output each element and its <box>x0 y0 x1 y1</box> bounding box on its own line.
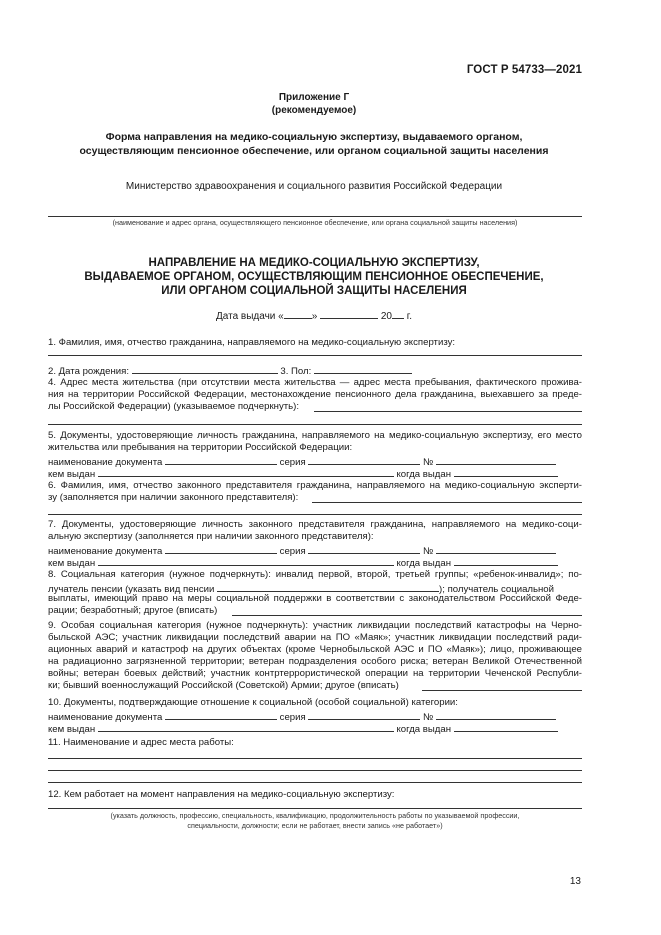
rep-name-blank-2[interactable] <box>48 514 582 515</box>
document-title-line3: ИЛИ ОРГАНОМ СОЦИАЛЬНОЙ ЗАЩИТЫ НАСЕЛЕНИЯ <box>161 285 467 297</box>
issue-date-field <box>48 308 580 322</box>
rep-issued-when-label: когда выдан <box>396 558 452 569</box>
workplace-blank-1[interactable] <box>48 758 582 759</box>
item-10-label: 10. Документы, подтверждающие отношение к социальной (особой социальной) категории: <box>48 697 458 708</box>
rep-series-label: серия <box>279 546 306 557</box>
rep-series-blank[interactable] <box>308 543 420 554</box>
work-caption <box>48 811 582 831</box>
workplace-blank-2[interactable] <box>48 770 582 771</box>
issue-year-suffix: г. <box>406 311 412 322</box>
item-9-line1: 9. Особая социальная категория (нужное подчеркнуть): участник ликвидации последствий катастрофы на Черно- <box>48 620 582 631</box>
item-7-line2: альную экспертизу (заполняется при наличии законного представителя): <box>48 531 374 542</box>
rep-number-label: № <box>423 546 434 557</box>
item-9-line5: войны; ветеран боевых действий; участник контртеррористической операции на территории Чеченской Республи- <box>48 668 582 679</box>
item-4-line3-text: лы Российской Федерации) (указываемое подчеркнуть): <box>48 401 299 412</box>
issued-by-blank[interactable] <box>98 466 394 477</box>
doc-name-label: наименование документа <box>48 457 163 468</box>
birth-date-label: 2. Дата рождения: <box>48 366 130 377</box>
standard-code: ГОСТ Р 54733—2021 <box>466 64 582 76</box>
cat-number-blank[interactable] <box>436 709 556 720</box>
issue-date-quote-close: » <box>311 311 318 322</box>
issue-year-blank[interactable] <box>392 308 404 319</box>
item-9-line4: на радиационно загрязненной территории; ветеран подразделения особого риска; ветеран Великой Отечественной <box>48 656 582 667</box>
item-4-line2: ния на территории Российской Федерации, местонахождение пенсионного дела гражданина, выехавшего за преде- <box>48 389 582 400</box>
social-category-blank[interactable] <box>232 615 582 616</box>
item-7-line1: 7. Документы, удостоверяющие личность законного представителя гражданина, направляемого на медико-соци- <box>48 519 582 530</box>
issue-year-prefix: 20 <box>380 311 392 322</box>
form-title-line2: осуществляющим пенсионное обеспечение, или органом социальной защиты населения <box>79 145 549 157</box>
series-blank[interactable] <box>308 454 420 465</box>
work-caption-line2: специальности, должности; если не работает, внести запись «не работает») <box>187 821 443 830</box>
item-9-line2: быльской АЭС; участник ликвидации последствий аварии на ПО «Маяк»; участник ликвидации последствий ради- <box>48 632 582 643</box>
item-1-label: 1. Фамилия, имя, отчество гражданина, направляемого на медико-социальную экспертизу: <box>48 337 456 348</box>
cat-doc-name-label: наименование документа <box>48 712 163 723</box>
doc-name-blank[interactable] <box>165 454 277 465</box>
series-label: серия <box>279 457 306 468</box>
org-caption: (наименование и адрес органа, осуществляющего пенсионное обеспечение, или органа социальной защиты населения) <box>112 218 518 227</box>
address-blank-1[interactable] <box>314 411 582 412</box>
cat-issued-by-blank[interactable] <box>98 721 394 732</box>
issued-when-blank[interactable] <box>454 466 558 477</box>
rep-issued-by-blank[interactable] <box>98 555 394 566</box>
item-9-line3: ационных аварий и катастроф на других объектах (кроме Чернобыльской АЭС и ПО «Маяк»); лицо, проживающее <box>48 644 582 655</box>
address-blank-2[interactable] <box>48 424 582 425</box>
workplace-blank-3[interactable] <box>48 782 582 783</box>
document-title-line2: ВЫДАВАЕМОЕ ОРГАНОМ, ОСУЩЕСТВЛЯЮЩИМ ПЕНСИОННОЕ ОБЕСПЕЧЕНИЕ, <box>84 271 544 283</box>
item-6-line1: 6. Фамилия, имя, отчество законного представителя гражданина, направляемого на медико-социальную эксперти- <box>48 480 582 491</box>
sex-blank[interactable] <box>314 363 412 374</box>
item-10-issued-row <box>48 721 582 737</box>
item-8-line2-tail: ); получатель социальной <box>439 584 554 595</box>
cat-issued-by-label: кем выдан <box>48 724 96 735</box>
item-1-blank[interactable] <box>48 355 582 356</box>
ministry-name: Министерство здравоохранения и социального развития Российской Федерации <box>125 181 503 192</box>
item-11-label: 11. Наименование и адрес места работы: <box>48 737 234 748</box>
rep-doc-name-label: наименование документа <box>48 546 163 557</box>
rep-name-blank-1[interactable] <box>312 502 582 503</box>
appendix-heading <box>48 91 580 117</box>
item-5-line1: 5. Документы, удостоверяющие личность гражданина, направляемого на медико-социальную экспертизу, его место <box>48 430 582 441</box>
cat-issued-when-label: когда выдан <box>396 724 452 735</box>
issue-day-blank[interactable] <box>284 308 312 319</box>
issue-date-label: Дата выдачи « <box>216 311 284 322</box>
birth-date-blank[interactable] <box>132 363 278 374</box>
form-title-line1: Форма направления на медико-социальную экспертизу, выдаваемого органом, <box>105 131 523 143</box>
cat-series-label: серия <box>279 712 306 723</box>
work-caption-line1: (указать должность, профессию, специальность, квалификацию, продолжительность работы по указываемой профессии, <box>110 811 520 820</box>
org-name-rule <box>48 216 582 217</box>
pension-type-blank[interactable] <box>217 581 439 592</box>
appendix-status: (рекомендуемое) <box>271 105 357 116</box>
number-label: № <box>423 457 434 468</box>
issue-month-blank[interactable] <box>320 308 378 319</box>
page-number: 13 <box>569 876 581 887</box>
special-category-blank[interactable] <box>422 690 582 691</box>
item-5-line2: жительства или пребывания на территории Российской Федерации: <box>48 442 353 453</box>
document-title <box>48 256 580 298</box>
appendix-title: Приложение Г <box>278 92 350 103</box>
rep-doc-name-blank[interactable] <box>165 543 277 554</box>
cat-number-label: № <box>423 712 434 723</box>
position-blank[interactable] <box>48 808 582 809</box>
issued-by-label: кем выдан <box>48 469 96 480</box>
item-6-line2: зу (заполняется при наличии законного представителя): <box>48 492 299 503</box>
document-title-line1: НАПРАВЛЕНИЕ НА МЕДИКО-СОЦИАЛЬНУЮ ЭКСПЕРТИЗУ, <box>148 257 480 269</box>
item-4-line1: 4. Адрес места жительства (при отсутствии места жительства — адрес места пребывания, фактического прожива- <box>48 377 582 388</box>
rep-issued-by-label: кем выдан <box>48 558 96 569</box>
sex-label: 3. Пол: <box>280 366 312 377</box>
form-title <box>48 130 580 158</box>
issued-when-label: когда выдан <box>396 469 452 480</box>
cat-issued-when-blank[interactable] <box>454 721 558 732</box>
rep-number-blank[interactable] <box>436 543 556 554</box>
number-blank[interactable] <box>436 454 556 465</box>
item-8-line4-text: рации; безработный; другое (вписать) <box>48 605 218 616</box>
cat-doc-name-blank[interactable] <box>165 709 277 720</box>
item-8-line3: выплаты, имеющий право на меры социальной поддержки в соответствии с законодательством Российской Феде- <box>48 593 582 604</box>
item-8-line1: 8. Социальная категория (нужное подчеркнуть): инвалид первой, второй, третьей группы; «ребенок-инвалид»; по- <box>48 569 582 580</box>
cat-series-blank[interactable] <box>308 709 420 720</box>
item-12-label: 12. Кем работает на момент направления на медико-социальную экспертизу: <box>48 789 395 800</box>
pension-type-label: лучатель пенсии (указать вид пенсии <box>48 584 215 595</box>
item-9-line6-text: ки; бывший военнослужащий Российской (Советской) Армии; другое (вписать) <box>48 680 399 691</box>
rep-issued-when-blank[interactable] <box>454 555 558 566</box>
